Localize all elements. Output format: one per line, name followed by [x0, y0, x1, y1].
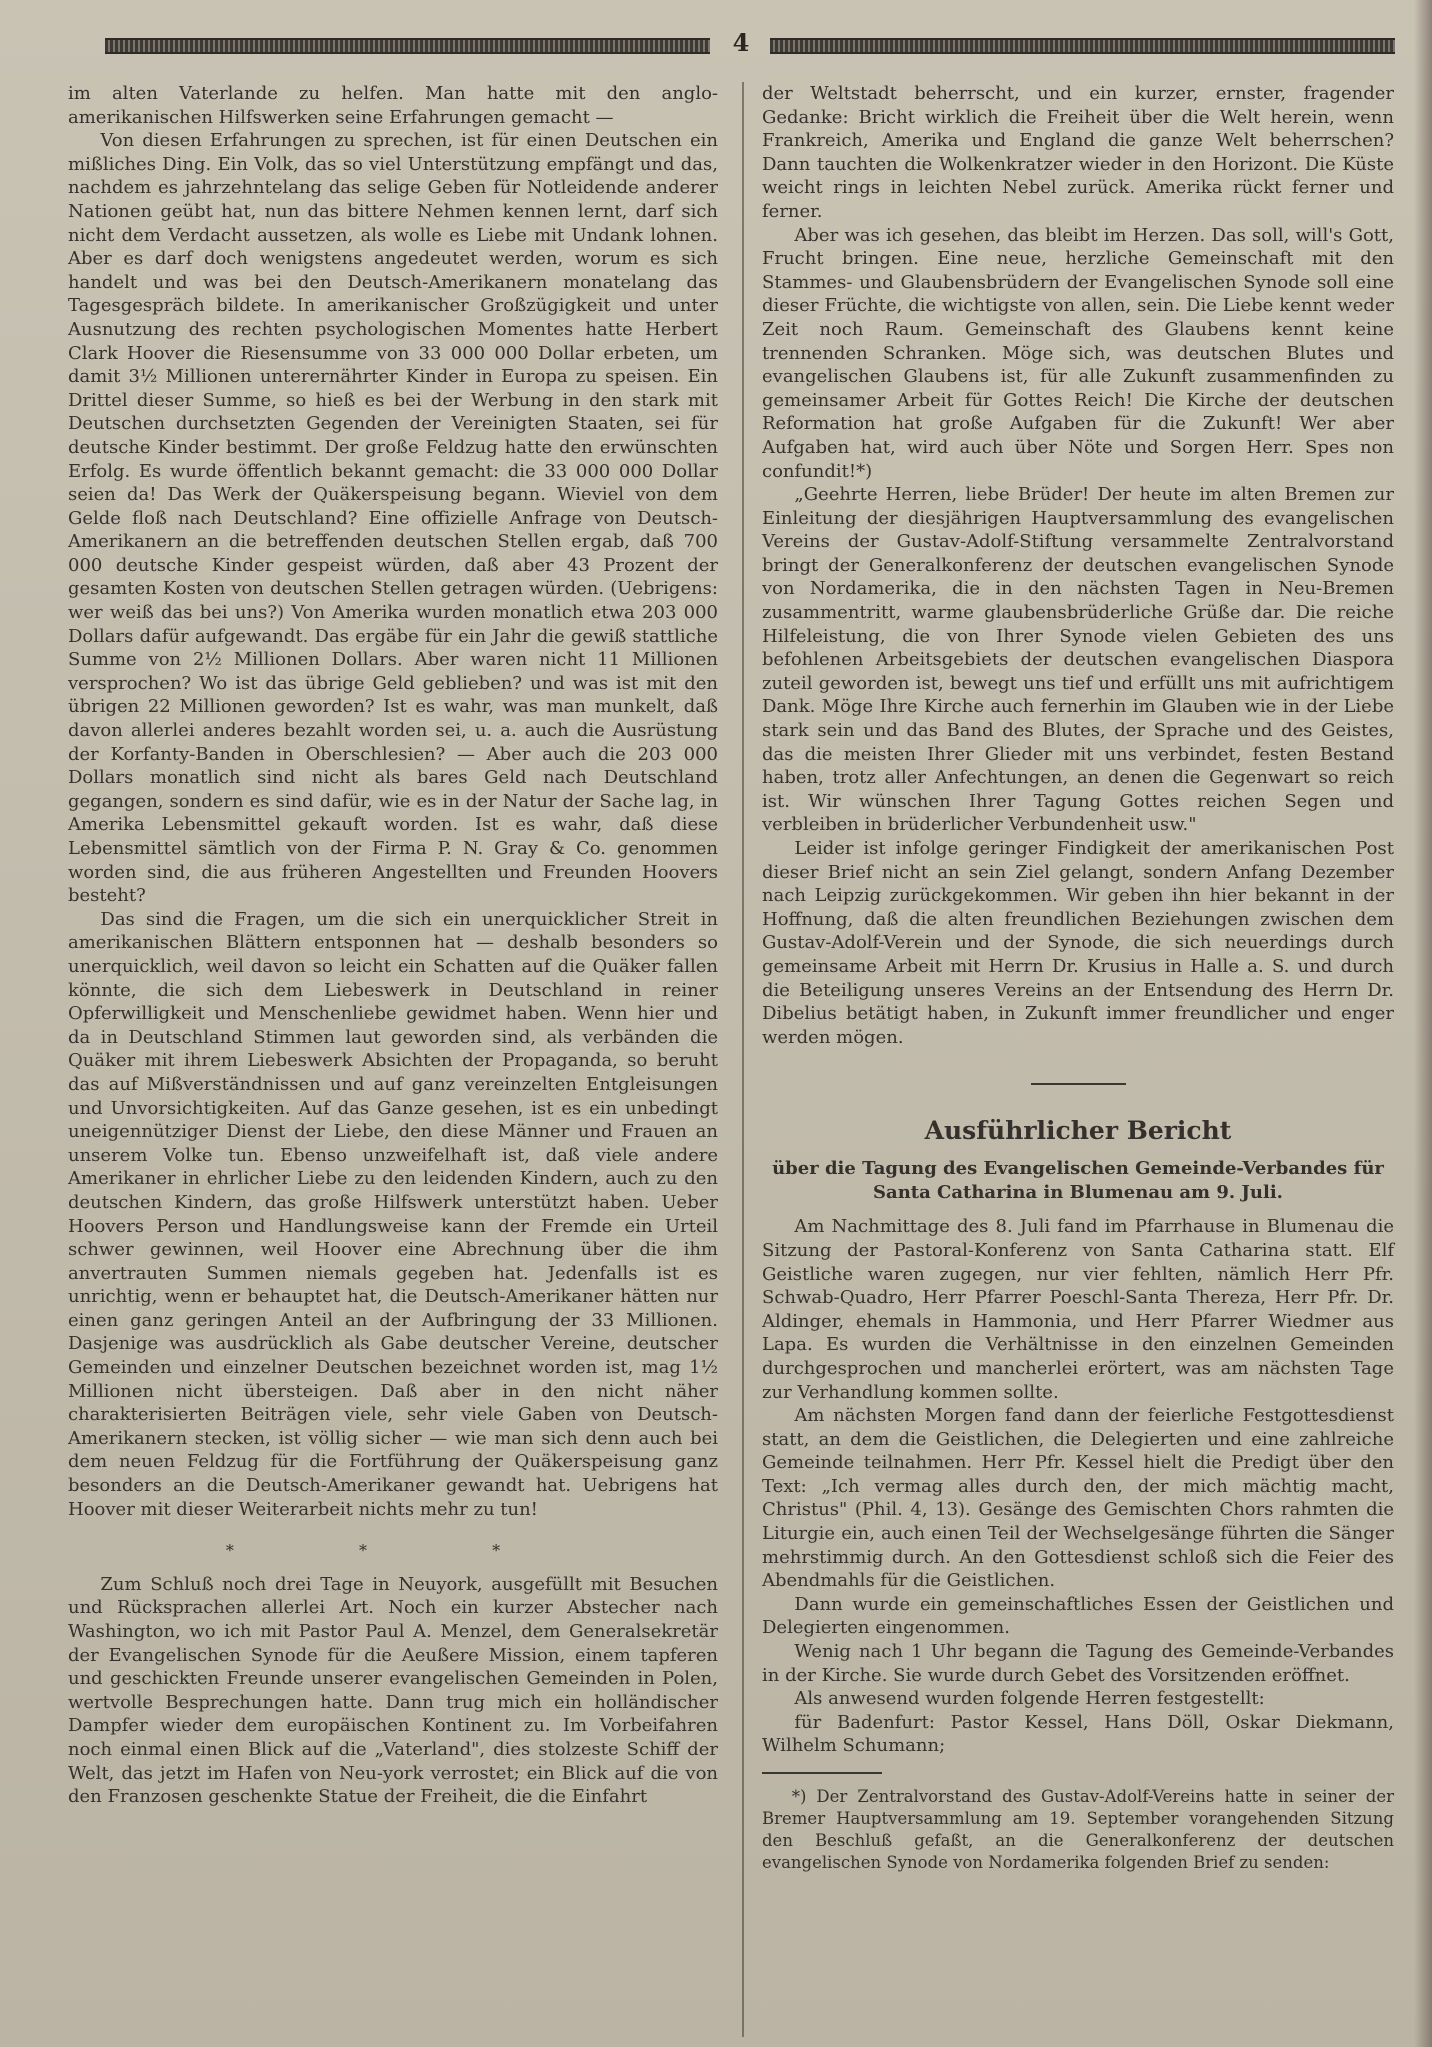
footnote-rule — [762, 1772, 882, 1774]
header-ornament-rule-right — [770, 38, 1395, 54]
article-title: Ausführlicher Bericht — [924, 1116, 1232, 1146]
left-paragraph-1: im alten Vaterlande zu helfen. Man hatte mit den anglo-amerikanischen Hilfswerken seine Erfahrungen gemacht — — [68, 83, 718, 128]
column-divider — [742, 82, 744, 2037]
article-paragraph-2: Am nächsten Morgen fand dann der feierliche Festgottesdienst statt, an dem die Geistlichen, die Delegierten und eine zahlreiche Gemeinde teilnahmen. Herr Pfr. Kessel hielt die Predigt über den Text: „Ich vermag alles durch den, der mich mächtig macht, Christus" (Phil. 4, 13). Gesänge des Gemischten Chors rahmten die Liturgie ein, auch einen Teil der Wechselgesänge führten die Sänger mehrstimmig durch. An den Gottesdienst schloß sich die Feier des Abendmahls für die Geistlichen. — [762, 1405, 1394, 1592]
footnote: *) Der Zentralvorstand des Gustav-Adolf-Vereins hatte in seiner der Bremer Hauptversammlung am 19. September vorangehenden Sitzung den Beschluß gefaßt, an die Generalkonferenz der deutschen evangelischen Synode von Nordamerika folgenden Brief zu senden: — [762, 1787, 1394, 1872]
article-paragraph-5: Als anwesend wurden folgende Herren festgestellt: — [794, 1688, 1265, 1710]
left-column — [68, 82, 718, 1809]
article-paragraph-3: Dann wurde ein gemeinschaftliches Essen der Geistlichen und Delegierten eingenommen. — [762, 1593, 1394, 1639]
right-paragraph-1: der Weltstadt beherrscht, und ein kurzer, ernster, fragender Gedanke: Bricht wirklich die Freiheit über die Welt herein, wenn Frankreich, Amerika und England die ganze Welt beherrschen? Dann tauchten die Wolkenkratzer wieder in den Horizont. Die Küste weicht rings in leichten Nebel zurück. Amerika rückt ferner und ferner. — [762, 83, 1394, 222]
article-subtitle: über die Tagung des Evangelischen Gemeinde-Verbandes für Santa Catharina in Blumenau am 9. Juli. — [772, 1158, 1384, 1204]
right-paragraph-3: „Geehrte Herren, liebe Brüder! Der heute im alten Bremen zur Einleitung der diesjährigen Hauptversammlung des evangelischen Vereins der Gustav-Adolf-Stiftung versammelte Zentralvorstand bringt der Generalkonferenz der deutschen evangelischen Synode von Nordamerika, die in den nächsten Tagen in Neu-Bremen zusammentritt, warme glaubensbrüderliche Grüße dar. Die reiche Hilfeleistung, die von Ihrer Synode vielen Gebieten des uns befohlenen Arbeitsgebiets der deutschen evangelischen Diaspora zuteil geworden ist, bewegt uns tief und erfüllt uns mit aufrichtigem Dank. Möge Ihre Kirche auch fernerhin im Glauben wie in der Liebe stark sein und das Band des Blutes, der Sprache und des Geistes, das die meisten Ihrer Glieder mit uns verbindet, festen Bestand haben, trotz aller Anfechtungen, an denen die Gegenwart so reich ist. Wir wünschen Ihrer Tagung Gottes reichen Segen und verbleiben in brüderlicher Verbundenheit usw." — [762, 484, 1394, 836]
left-paragraph-2: Von diesen Erfahrungen zu sprechen, ist für einen Deutschen ein mißliches Ding. Ein Volk, das so viel Unterstützung empfängt und das, nachdem es jahrzehntelang das selige Geben für Notleidende anderer Nationen geübt hat, nun das bittere Nehmen kennen lernt, darf sich nicht dem Verdacht aussetzen, als wolle es Liebe mit Undank lohnen. Aber es darf doch wenigstens angedeutet werden, worum es sich handelt und was bei den Deutsch-Amerikanern monatelang das Tagesgespräch bildete. In amerikanischer Großzügigkeit und unter Ausnutzung des rechten psychologischen Momentes hatte Herbert Clark Hoover die Riesensumme von 33 000 000 Dollar erbeten, um damit 3½ Millionen unterernährter Kinder in Europa zu speisen. Ein Drittel dieser Summe, so hieß es bei der Werbung in den stark mit Deutschen durchsetzten Gegenden der Vereinigten Staaten, sei für deutsche Kinder bestimmt. Der große Feldzug hatte den erwünschten Erfolg. Es wurde öffentlich bekannt gemacht: die 33 000 000 Dollar seien da! Das Werk der Quäkerspeisung begann. Wieviel von dem Gelde floß nach Deutschland? Eine offizielle Anfrage von Deutsch-Amerikanern an die betreffenden deutschen Stellen ergab, daß 700 000 deutsche Kinder gespeist würden, daß aber 43 Prozent der gesamten Kosten von deutschen Stellen getragen würden. (Uebrigens: wer weiß das bei uns?) Von Amerika wurden monatlich etwa 203 000 Dollars dafür aufgewandt. Das ergäbe für ein Jahr die gewiß stattliche Summe von 2½ Millionen Dollars. Aber waren nicht 11 Millionen versprochen? Wo ist das übrige Geld geblieben? und was ist mit den übrigen 22 Millionen geworden? Ist es wahr, was man munkelt, daß davon allerlei anderes bezahlt worden sei, u. a. auch die Ausrüstung der Korfanty-Banden in Oberschlesien? — Aber auch die 203 000 Dollars monatlich sind nicht als bares Geld nach Deutschland gegangen, sondern es sind dafür, wie es in der Natur der Sache lag, in Amerika Lebensmittel gekauft worden. Ist es wahr, daß diese Lebensmittel sämtlich von der Firma P. N. Gray & Co. genommen worden sind, die aus früheren Angestellten und Freunden Hoovers besteht? — [68, 130, 718, 907]
right-paragraph-4: Leider ist infolge geringer Findigkeit der amerikanischen Post dieser Brief nicht an sein Ziel gelangt, sondern Anfang Dezember nach Leipzig zurückgekommen. Wir geben ihn hier bekannt in der Hoffnung, daß die alten freundlichen Beziehungen zwischen dem Gustav-Adolf-Verein und der Synode, die sich neuerdings durch gemeinsame Arbeit mit Herrn Dr. Krusius in Halle a. S. und durch die Beteiligung unseres Vereins an der Entsendung des Herrn Dr. Dibelius betätigt haben, in Zukunft immer freundlicher und enger werden mögen. — [762, 838, 1394, 1048]
right-paragraph-2: Aber was ich gesehen, das bleibt im Herzen. Das soll, will's Gott, Frucht bringen. Eine neue, herzliche Gemeinschaft mit den Stammes- und Glaubensbrüdern der Evangelischen Synode soll eine dieser Früchte, die wichtigste von allen, sein. Die Liebe kennt weder Zeit noch Raum. Gemeinschaft des Glaubens kennt keine trennenden Schranken. Möge sich, was deutschen Blutes und evangelischen Glaubens ist, für alle Zukunft zusammenfinden zu gemeinsamer Arbeit für Gottes Reich! Die Kirche der deutschen Reformation hat große Aufgaben für die Zukunft! Wer aber Aufgaben hat, wird auch über Nöte und Sorgen Herr. Spes non confundit!*) — [762, 224, 1394, 482]
article-paragraph-6: für Badenfurt: Pastor Kessel, Hans Döll, Oskar Diekmann, Wilhelm Schumann; — [762, 1711, 1394, 1757]
article-paragraph-4: Wenig nach 1 Uhr begann die Tagung des Gemeinde-Verbandes in der Kirche. Sie wurde durch Gebet des Vorsitzenden eröffnet. — [762, 1641, 1394, 1686]
left-paragraph-3: Das sind die Fragen, um die sich ein unerquicklicher Streit in amerikanischen Blättern entsponnen hat — deshalb besonders so unerquicklich, weil davon so leicht ein Schatten auf die Quäker fallen könnte, die sich dem Liebeswerk in Deutschland in reiner Opferwilligkeit und Menschenliebe gewidmet haben. Wenn hier und da in Deutschland Stimmen laut geworden sind, als verbänden die Quäker mit ihrem Liebeswerk Absichten der Propaganda, so beruht das auf Mißverständnissen und auf ganz vereinzelten Entgleisungen und Unvorsichtigkeiten. Auf das Ganze gesehen, ist es ein unbedingt uneigennütziger Dienst der Liebe, den diese Männer und Frauen an unserem Volke tun. Ebenso unzweifelhaft ist, daß viele andere Amerikaner in ehrlicher Liebe zu den leidenden Kindern, auch zu den deutschen Kindern, das große Hilfswerk unterstützt haben. Ueber Hoovers Person und Handlungsweise kann der Fremde ein Urteil schwer gewinnen, weil Hoover eine Abrechnung über die ihm anvertrauten Summen niemals gegeben hat. Jedenfalls ist es unrichtig, wenn er behauptet hat, die Deutsch-Amerikaner hätten nur einen ganz geringen Anteil an der Aufbringung der 33 Millionen. Dasjenige was ausdrücklich als Gabe deutscher Vereine, deutscher Gemeinden und einzelner Deutschen bezeichnet worden ist, mag 1½ Millionen nicht übersteigen. Daß aber in den nicht näher charakterisierten Beiträgen viele, sehr viele Gaben von Deutsch-Amerikanern stecken, ist völlig sicher — wie man sich denn auch bei dem neuen Feldzug für die Fortführung der Quäkerspeisung ganz besonders an die Deutsch-Amerikaner gewandt hat. Uebrigens hat Hoover mit dieser Weiterarbeit nichts mehr zu tun! — [68, 908, 718, 1520]
article-paragraph-1: Am Nachmittage des 8. Juli fand im Pfarrhause in Blumenau die Sitzung der Pastoral-Konferenz von Santa Catharina statt. Elf Geistliche waren zugegen, nur vier fehlten, nämlich Herr Pfr. Schwab-Quadro, Herr Pfarrer Poeschl-Santa Thereza, Herr Pfr. Dr. Aldinger, ehemals in Hammonia, und Herr Pfarrer Wiedmer aus Lapa. Es wurden die Verhältnisse in den einzelnen Gemeinden durchgesprochen und mancherlei erörtert, was am nächsten Tage zur Verhandlung kommen sollte. — [762, 1216, 1394, 1403]
page-header — [105, 28, 1395, 58]
section-separator: * * * — [225, 1541, 561, 1561]
header-ornament-rule-left — [105, 38, 710, 54]
article-divider — [1031, 1083, 1126, 1085]
left-paragraph-4: Zum Schluß noch drei Tage in Neuyork, ausgefüllt mit Besuchen und Rücksprachen allerlei Art. Noch ein kurzer Abstecher nach Washington, wo ich mit Pastor Paul A. Menzel, dem Generalsekretär der Evangelischen Synode für die Aeußere Mission, einem tapferen und geschickten Freunde unserer evangelischen Gemeinden in Polen, wertvolle Besprechungen hatte. Dann trug mich ein holländischer Dampfer wieder dem europäischen Kontinent zu. Im Vorbeifahren noch einmal einen Blick auf die „Vaterland", dies stolzeste Schiff der Welt, das jetzt im Hafen von Neu-york verrostet; ein Blick auf die von den Franzosen geschenkte Statue der Freiheit, die die Einfahrt — [68, 1573, 718, 1808]
right-column — [762, 82, 1394, 1874]
page-number: 4 — [732, 28, 750, 57]
page-edge-shadow — [1414, 0, 1432, 2047]
